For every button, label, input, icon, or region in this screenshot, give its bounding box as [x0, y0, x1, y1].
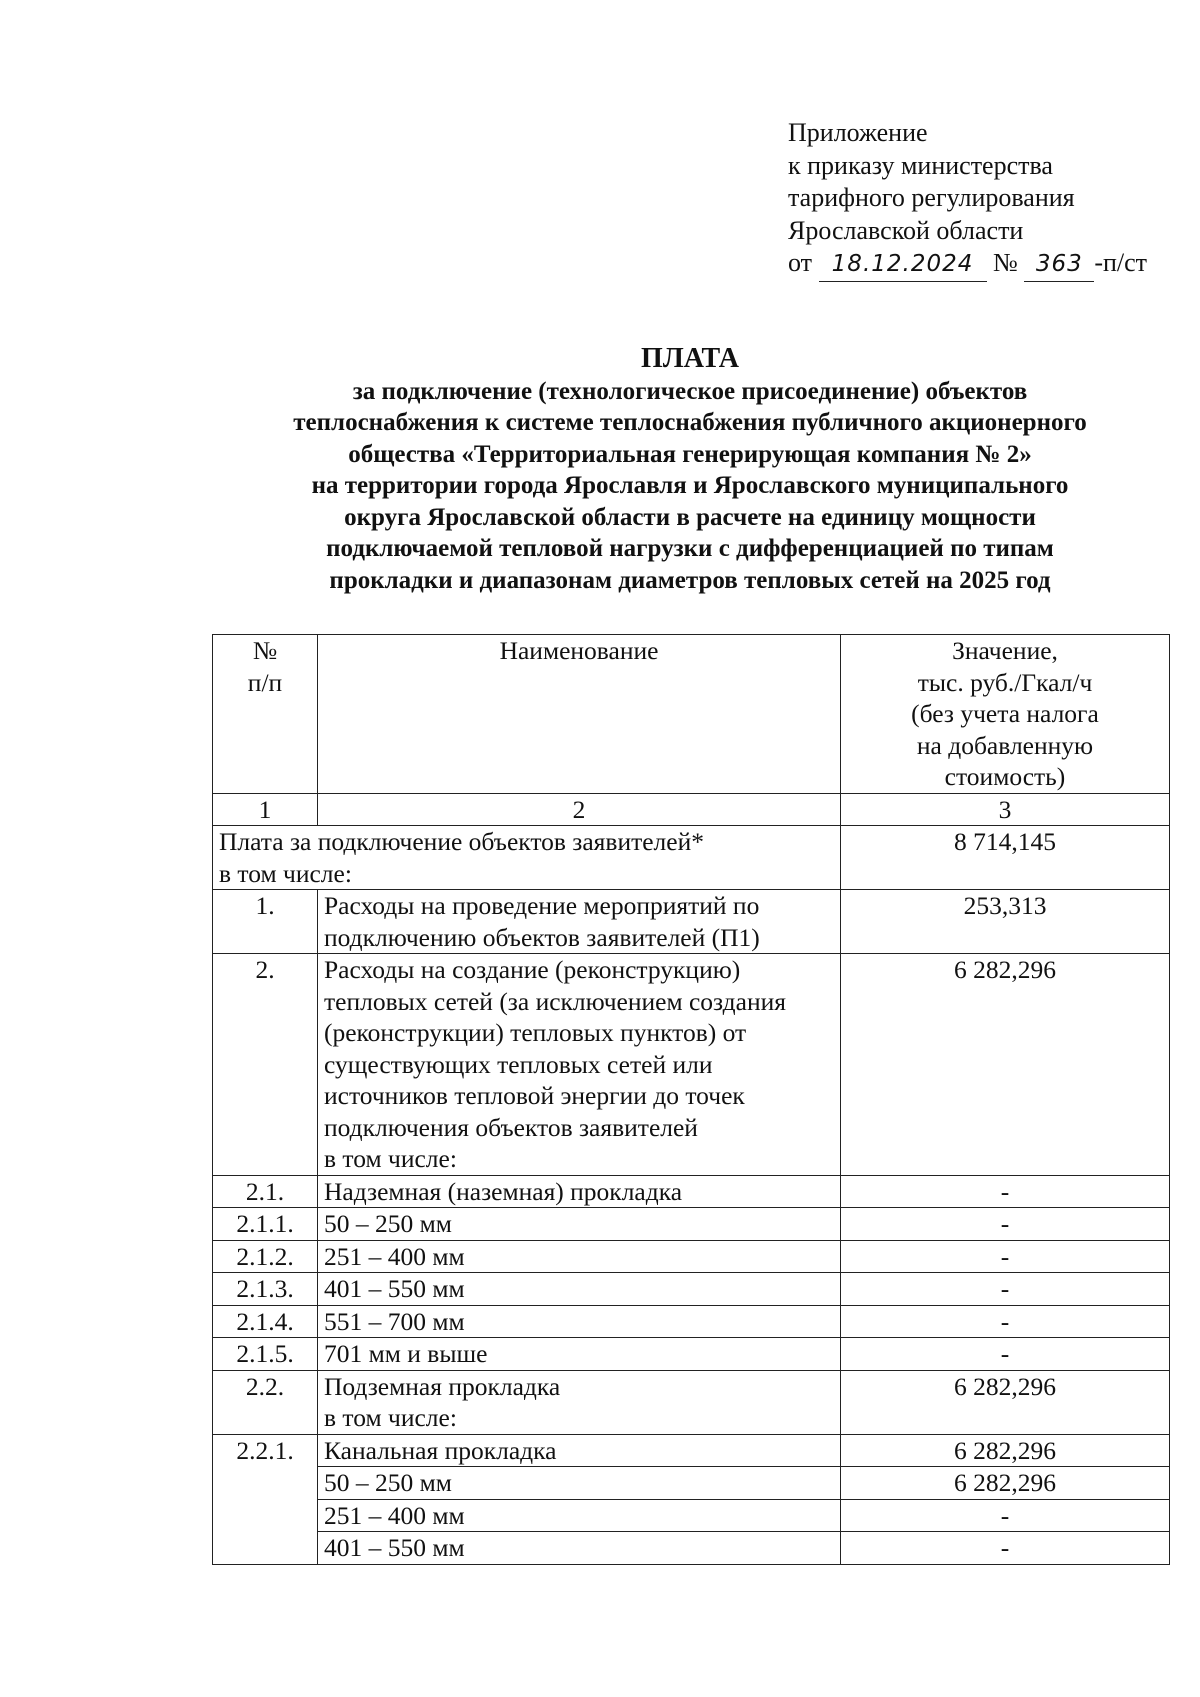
title-line: округа Ярославской области в расчете на единицу мощности — [344, 503, 1036, 531]
row-name: 701 мм и выше — [318, 1338, 841, 1371]
row-name: 50 – 250 мм — [318, 1208, 841, 1241]
title-line: прокладки и диапазонам диаметров тепловых сетей на 2025 год — [329, 566, 1051, 594]
row-value: 6 282,296 — [841, 954, 1170, 1176]
row-number: 2.1. — [213, 1175, 318, 1208]
table-row — [213, 1240, 1170, 1273]
row-name: Канальная прокладка — [318, 1434, 841, 1467]
order-reference — [788, 247, 1147, 282]
table-row — [213, 1175, 1170, 1208]
table-row — [213, 1467, 1170, 1500]
row-value: 6 282,296 — [841, 1370, 1170, 1434]
table-row — [213, 1370, 1170, 1434]
row-number: 2. — [213, 954, 318, 1176]
title-lines — [150, 376, 1200, 597]
row-number: 1. — [213, 890, 318, 954]
row-name: 401 – 550 мм — [318, 1532, 841, 1565]
total-name: Плата за подключение объектов заявителей* в том числе: — [213, 826, 841, 890]
number-label: № — [993, 248, 1018, 277]
row-value: - — [841, 1175, 1170, 1208]
table-row — [213, 1338, 1170, 1371]
row-name: Подземная прокладка в том числе: — [318, 1370, 841, 1434]
title-line: теплоснабжения к системе теплоснабжения публичного акционерного — [293, 409, 1087, 436]
row-value: 253,313 — [841, 890, 1170, 954]
row-name: Расходы на создание (реконструкцию) тепловых сетей (за исключением создания (реконструкции) тепловых пунктов) от существующих тепловых сетей или источников тепловой энергии до точек подключения объектов заявителей в том числе: — [318, 954, 841, 1176]
appendix-line: Приложение — [788, 118, 928, 147]
header-number: № п/п — [213, 635, 318, 794]
table-row — [213, 1273, 1170, 1306]
order-date: 18.12.2024 — [819, 248, 987, 282]
title-line: на территории города Ярославля и Ярославского муниципального — [311, 472, 1069, 499]
header-name: Наименование — [318, 635, 841, 794]
appendix-line: Ярославской области — [788, 215, 1024, 245]
row-value: - — [841, 1499, 1170, 1532]
row-number: 2.2.1. — [213, 1434, 318, 1564]
row-value: - — [841, 1305, 1170, 1338]
order-suffix: -п/ст — [1094, 248, 1148, 277]
table-header-row — [213, 635, 1170, 794]
tariff-table — [212, 634, 1170, 1565]
table-row — [213, 1499, 1170, 1532]
table-row — [213, 1208, 1170, 1241]
row-value: 6 282,296 — [841, 1434, 1170, 1467]
row-value: 6 282,296 — [841, 1467, 1170, 1500]
table-row — [213, 954, 1170, 1176]
row-name: 251 – 400 мм — [318, 1240, 841, 1273]
row-number: 2.1.4. — [213, 1305, 318, 1338]
row-number: 2.1.1. — [213, 1208, 318, 1241]
row-number: 2.1.2. — [213, 1240, 318, 1273]
row-value: - — [841, 1532, 1170, 1565]
row-value: - — [841, 1240, 1170, 1273]
row-value: - — [841, 1208, 1170, 1241]
appendix-line: тарифного регулирования — [788, 183, 1075, 212]
order-number: 363 — [1024, 248, 1094, 282]
from-label: от — [788, 248, 813, 277]
total-value: 8 714,145 — [841, 826, 1170, 890]
column-number: 3 — [841, 793, 1170, 826]
row-name: 50 – 250 мм — [318, 1467, 841, 1500]
table-row — [213, 1434, 1170, 1467]
row-value: - — [841, 1338, 1170, 1371]
title-line: за подключение (технологическое присоединение) объектов — [352, 377, 1028, 405]
row-name: Расходы на проведение мероприятий по подключению объектов заявителей (П1) — [318, 890, 841, 954]
title-line: общества «Территориальная генерирующая компания № 2» — [348, 440, 1032, 468]
row-name: 251 – 400 мм — [318, 1499, 841, 1532]
table-row — [213, 890, 1170, 954]
column-number: 2 — [318, 793, 841, 826]
row-name: Надземная (наземная) прокладка — [318, 1175, 841, 1208]
row-number: 2.1.5. — [213, 1338, 318, 1371]
row-number: 2.1.3. — [213, 1273, 318, 1306]
total-row — [213, 826, 1170, 890]
title-line: подключаемой тепловой нагрузки с дифференциацией по типам — [326, 535, 1054, 562]
header-value: Значение, тыс. руб./Гкал/ч (без учета налога на добавленную стоимость) — [841, 635, 1170, 794]
table-row — [213, 1305, 1170, 1338]
row-name: 401 – 550 мм — [318, 1273, 841, 1306]
row-name: 551 – 700 мм — [318, 1305, 841, 1338]
column-numbers-row — [213, 793, 1170, 826]
appendix-line: к приказу министерства — [788, 150, 1053, 180]
title-main: ПЛАТА — [641, 343, 739, 374]
column-number: 1 — [213, 793, 318, 826]
table-row — [213, 1532, 1170, 1565]
row-value: - — [841, 1273, 1170, 1306]
appendix-block — [788, 117, 1147, 282]
document-title — [150, 343, 1200, 596]
row-number: 2.2. — [213, 1370, 318, 1434]
